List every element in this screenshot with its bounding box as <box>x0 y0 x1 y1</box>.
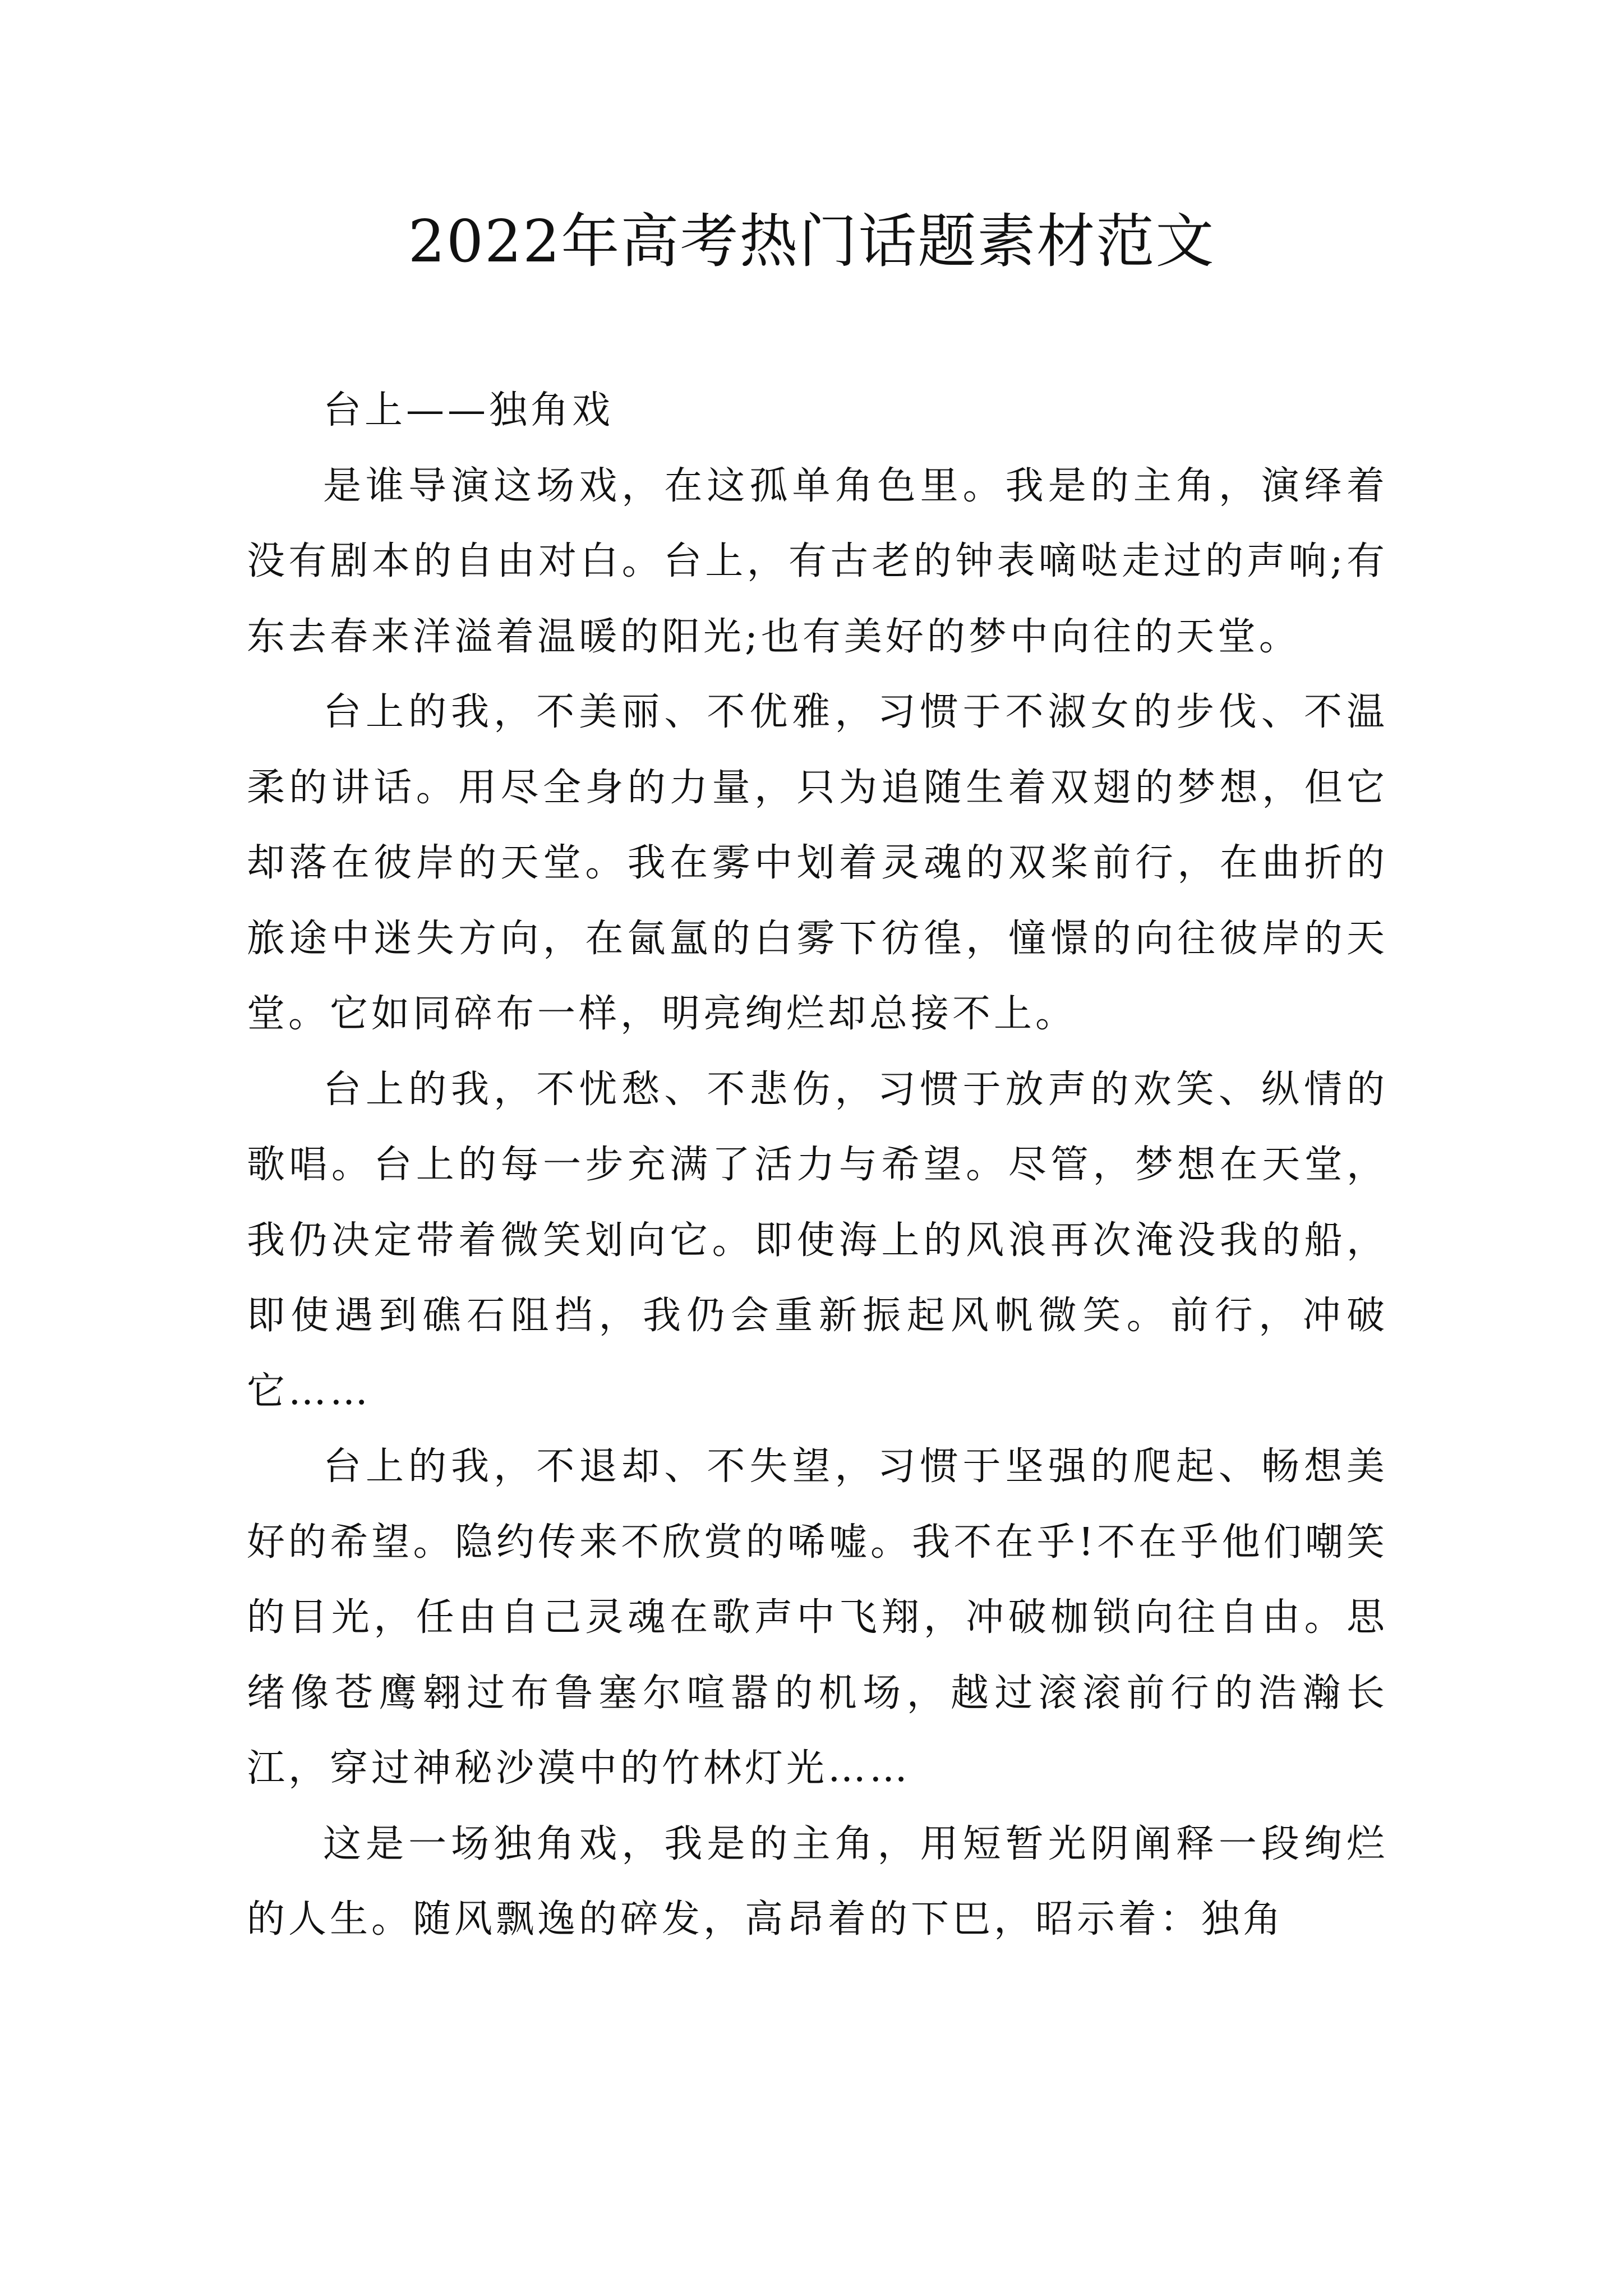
paragraph: 台上的我，不忧愁、不悲伤，习惯于放声的欢笑、纵情的歌唱。台上的每一步充满了活力与希望。尽管，梦想在天堂，我仍决定带着微笑划向它。即使海上的风浪再次淹没我的船，即使遇到礁石阻挡，我仍会重新振起风帆微笑。前行，冲破它…… <box>247 1067 1388 1414</box>
paragraph: 这是一场独角戏，我是的主角，用短暂光阴阐释一段绚烂的人生。随风飘逸的碎发，高昂着的下巴，昭示着：独角 <box>247 1821 1388 1941</box>
document-body <box>247 373 1388 1958</box>
section-heading: 台上——独角戏 <box>323 388 614 432</box>
document-title: 2022年高考热门话题素材范文 <box>408 207 1215 275</box>
paragraph: 是谁导演这场戏，在这孤单角色里。我是的主角，演绎着没有剧本的自由对白。台上，有古老的钟表嘀哒走过的声响;有东去春来洋溢着温暖的阳光;也有美好的梦中向往的天堂。 <box>247 463 1388 659</box>
paragraph: 台上的我，不美丽、不优雅，习惯于不淑女的步伐、不温柔的讲话。用尽全身的力量，只为追随生着双翅的梦想，但它却落在彼岸的天堂。我在雾中划着灵魂的双桨前行，在曲折的旅途中迷失方向，在氤氲的白雾下彷徨，憧憬的向往彼岸的天堂。它如同碎布一样，明亮绚烂却总接不上。 <box>247 690 1388 1036</box>
paragraph: 台上的我，不退却、不失望，习惯于坚强的爬起、畅想美好的希望。隐约传来不欣赏的唏嘘。我不在乎!不在乎他们嘲笑的目光，任由自己灵魂在歌声中飞翔，冲破枷锁向往自由。思绪像苍鹰翱过布鲁塞尔喧嚣的机场，越过滚滚前行的浩瀚长江，穿过神秘沙漠中的竹林灯光…… <box>247 1444 1388 1791</box>
